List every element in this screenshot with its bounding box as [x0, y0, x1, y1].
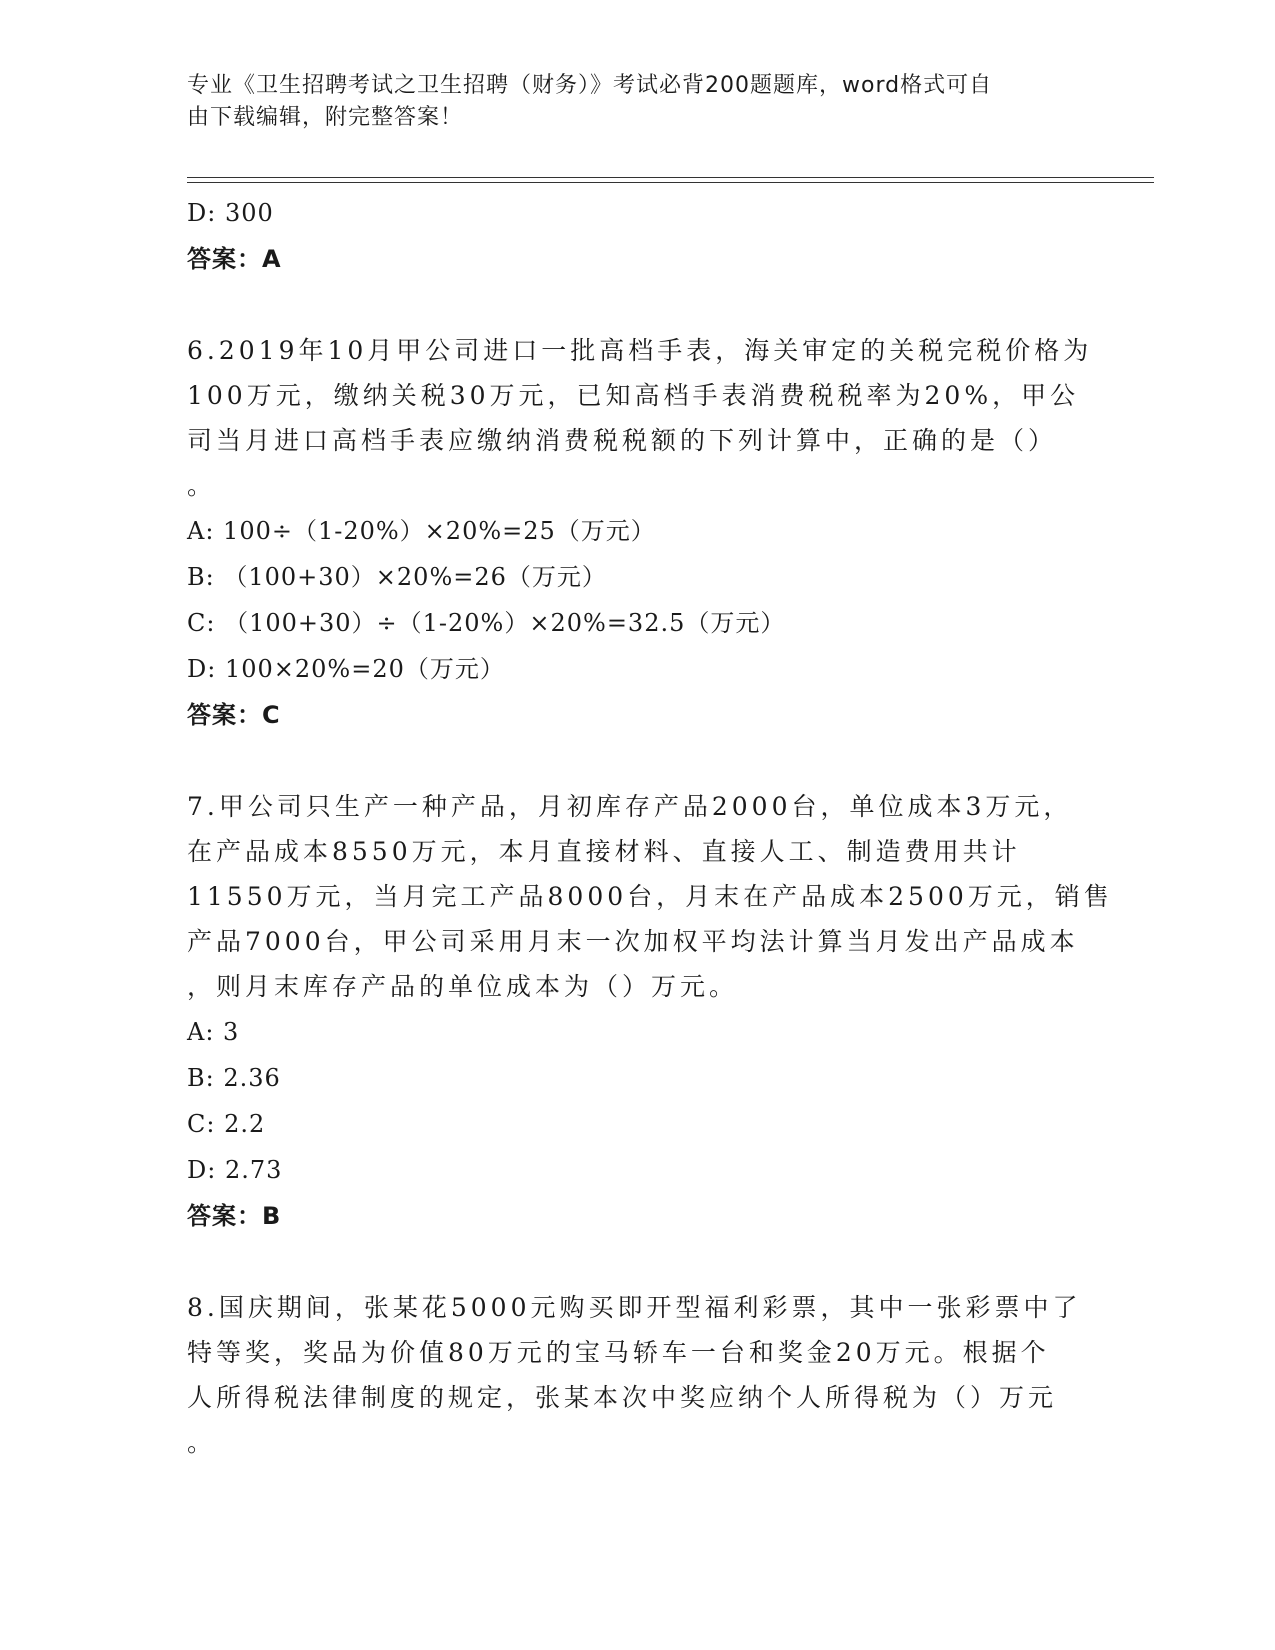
answer: 答案：B — [187, 1202, 282, 1230]
option-c: C: 2.2 — [187, 1110, 266, 1138]
question-8 — [187, 1285, 1087, 1465]
options-list — [187, 1009, 1087, 1193]
answer: 答案：C — [187, 701, 281, 729]
question-line: 100万元，缴纳关税30万元，已知高档手表消费税税率为20%，甲公 — [187, 381, 1080, 410]
question-text — [187, 1285, 1087, 1465]
question-text — [187, 328, 1093, 508]
option-d: D: 2.73 — [187, 1156, 283, 1184]
header-line-2: 由下载编辑，附完整答案！ — [187, 105, 464, 130]
spacer — [187, 738, 1087, 784]
spacer — [187, 282, 1087, 328]
previous-answer: 答案：A — [187, 245, 282, 273]
option-d: D: 100×20%=20（万元） — [187, 655, 505, 683]
question-line: 6.2019年10月甲公司进口一批高档手表，海关审定的关税完税价格为 — [187, 336, 1093, 365]
previous-option-d: D: 300 — [187, 199, 274, 227]
document-body — [187, 190, 1113, 1465]
question-6 — [187, 328, 1093, 738]
question-line: ，则月末库存产品的单位成本为（）万元。 — [187, 972, 739, 1001]
question-line: 人所得税法律制度的规定，张某本次中奖应纳个人所得税为（）万元 — [187, 1383, 1058, 1412]
question-line: 。 — [187, 471, 217, 500]
question-line: 在产品成本8550万元，本月直接材料、直接人工、制造费用共计 — [187, 837, 1021, 866]
question-line: 。 — [187, 1428, 217, 1457]
options-list — [187, 508, 1087, 692]
question-line: 特等奖，奖品为价值80万元的宝马轿车一台和奖金20万元。根据个 — [187, 1338, 1050, 1367]
option-a: A: 3 — [187, 1018, 240, 1046]
option-b: B: 2.36 — [187, 1064, 281, 1092]
question-line: 11550万元，当月完工产品8000台，月末在产品成本2500万元，销售 — [187, 882, 1113, 911]
header-divider-bottom — [187, 182, 1154, 183]
header-divider-top — [187, 177, 1154, 178]
option-a: A: 100÷（1-20%）×20%=25（万元） — [187, 517, 656, 545]
question-text — [187, 784, 1113, 1009]
question-line: 产品7000台，甲公司采用月末一次加权平均法计算当月发出产品成本 — [187, 927, 1079, 956]
header-line-1: 专业《卫生招聘考试之卫生招聘（财务）》考试必背200题题库，word格式可自 — [187, 73, 993, 98]
spacer — [187, 1239, 1087, 1285]
option-c: C: （100+30）÷（1-20%）×20%=32.5（万元） — [187, 609, 786, 637]
question-7 — [187, 784, 1113, 1239]
question-line: 7.甲公司只生产一种产品，月初库存产品2000台，单位成本3万元， — [187, 792, 1073, 821]
question-line: 8.国庆期间，张某花5000元购买即开型福利彩票，其中一张彩票中了 — [187, 1293, 1082, 1322]
option-b: B: （100+30）×20%=26（万元） — [187, 563, 607, 591]
document-header — [187, 70, 1067, 134]
question-line: 司当月进口高档手表应缴纳消费税税额的下列计算中，正确的是（） — [187, 426, 1058, 455]
